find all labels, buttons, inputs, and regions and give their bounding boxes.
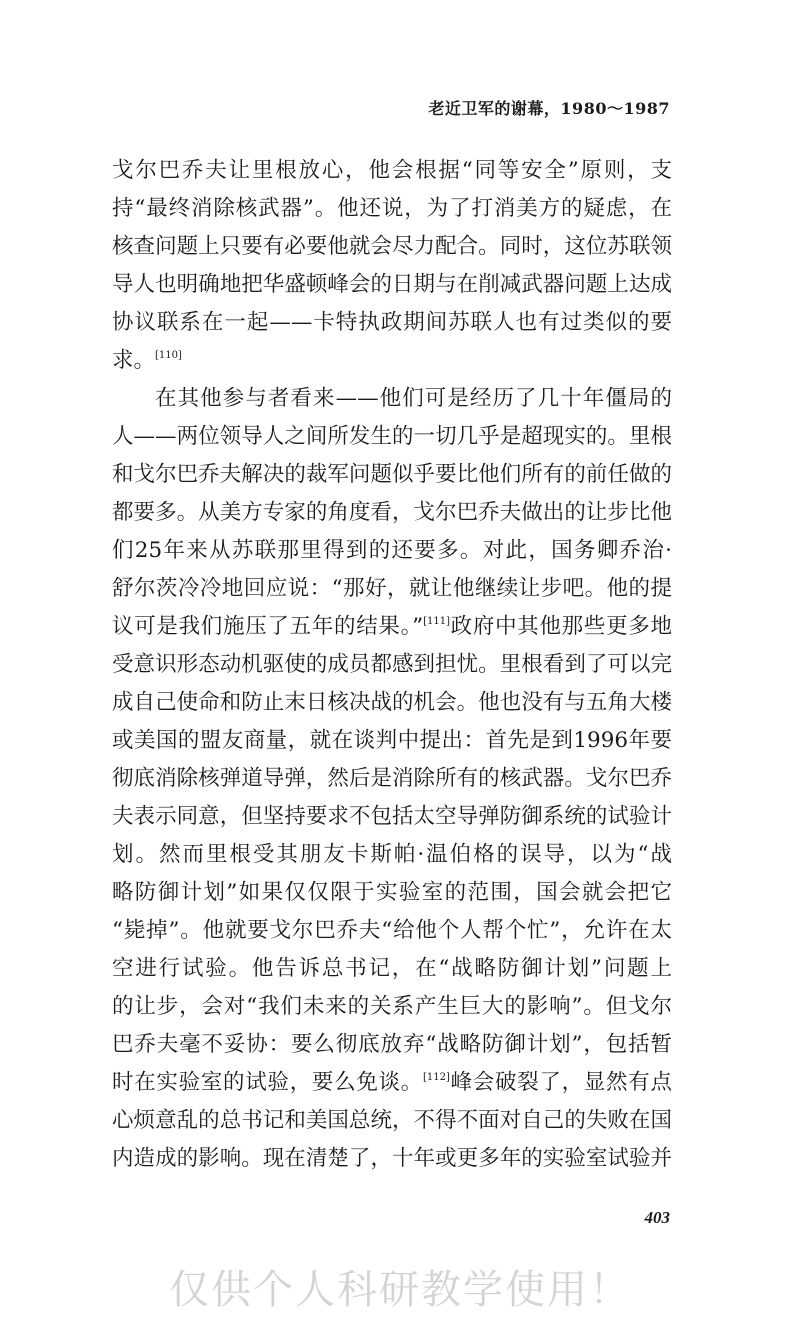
text-line: 受意识形态动机驱使的成员都感到担忧。里根看到了可以完 — [112, 652, 672, 677]
text-line: 略防御计划”如果仅仅限于实验室的范围，国会就会把它 — [112, 880, 672, 905]
text-line: 成自己使命和防止末日核决战的机会。他也没有与五角大楼 — [112, 690, 672, 715]
text-line: 协议联系在一起——卡特执政期间苏联人也有过类似的要 — [112, 310, 672, 335]
text-line: 划。然而里根受其朋友卡斯帕·温伯格的误导，以为“战 — [112, 842, 672, 867]
text-line: 内造成的影响。现在清楚了，十年或更多年的实验室试验并 — [112, 1146, 672, 1171]
text-line: “毙掉”。他就要戈尔巴乔夫“给他个人帮个忙”，允许在太 — [112, 918, 672, 943]
text-line: 都要多。从美方专家的角度看，戈尔巴乔夫做出的让步比他 — [112, 500, 672, 525]
text-line: 议可是我们施压了五年的结果。”[111]政府中其他那些更多地 — [112, 614, 672, 639]
text-line: 空进行试验。他告诉总书记，在“战略防御计划”问题上 — [112, 956, 672, 981]
text-line: 舒尔茨冷冷地回应说：“那好，就让他继续让步吧。他的提 — [112, 576, 672, 601]
body-text — [112, 152, 672, 1178]
text-line: 彻底消除核弹道导弹，然后是消除所有的核武器。戈尔巴乔 — [112, 766, 672, 791]
text-line: 求。[110] — [112, 348, 182, 373]
footnote-ref: [111] — [423, 616, 450, 627]
text-line: 巴乔夫毫不妥协：要么彻底放弃“战略防御计划”，包括暂 — [112, 1032, 672, 1057]
text-line: 导人也明确地把华盛顿峰会的日期与在削减武器问题上达成 — [112, 272, 672, 297]
text-line: 的让步，会对“我们未来的关系产生巨大的影响”。但戈尔 — [112, 994, 672, 1019]
text-line: 人——两位领导人之间所发生的一切几乎是超现实的。里根 — [112, 424, 672, 449]
text-line: 核查问题上只要有必要他就会尽力配合。同时，这位苏联领 — [112, 234, 672, 259]
text-line: 们25年来从苏联那里得到的还要多。对此，国务卿乔治· — [112, 538, 672, 563]
watermark: 仅供个人科研教学使用！ — [169, 1267, 631, 1313]
footnote-ref: [110] — [155, 350, 182, 361]
text-line: 持“最终消除核武器”。他还说，为了打消美方的疑虑，在 — [112, 196, 672, 221]
footnote-ref: [112] — [422, 1072, 450, 1083]
text-line: 夫表示同意，但坚持要求不包括太空导弹防御系统的试验计 — [112, 804, 672, 829]
text-line: 或美国的盟友商量，就在谈判中提出：首先是到1996年要 — [112, 728, 672, 753]
text-line: 戈尔巴乔夫让里根放心，他会根据“同等安全”原则，支 — [112, 158, 672, 183]
paragraph-start-line: 在其他参与者看来——他们可是经历了几十年僵局的 — [155, 386, 672, 411]
page-number: 403 — [644, 1208, 670, 1227]
running-header: 老近卫军的谢幕，1980～1987 — [428, 99, 670, 118]
text-line: 和戈尔巴乔夫解决的裁军问题似乎要比他们所有的前任做的 — [112, 462, 672, 487]
text-line: 时在实验室的试验，要么免谈。[112]峰会破裂了，显然有点 — [112, 1070, 672, 1095]
text-line: 心烦意乱的总书记和美国总统，不得不面对自己的失败在国 — [112, 1108, 672, 1133]
